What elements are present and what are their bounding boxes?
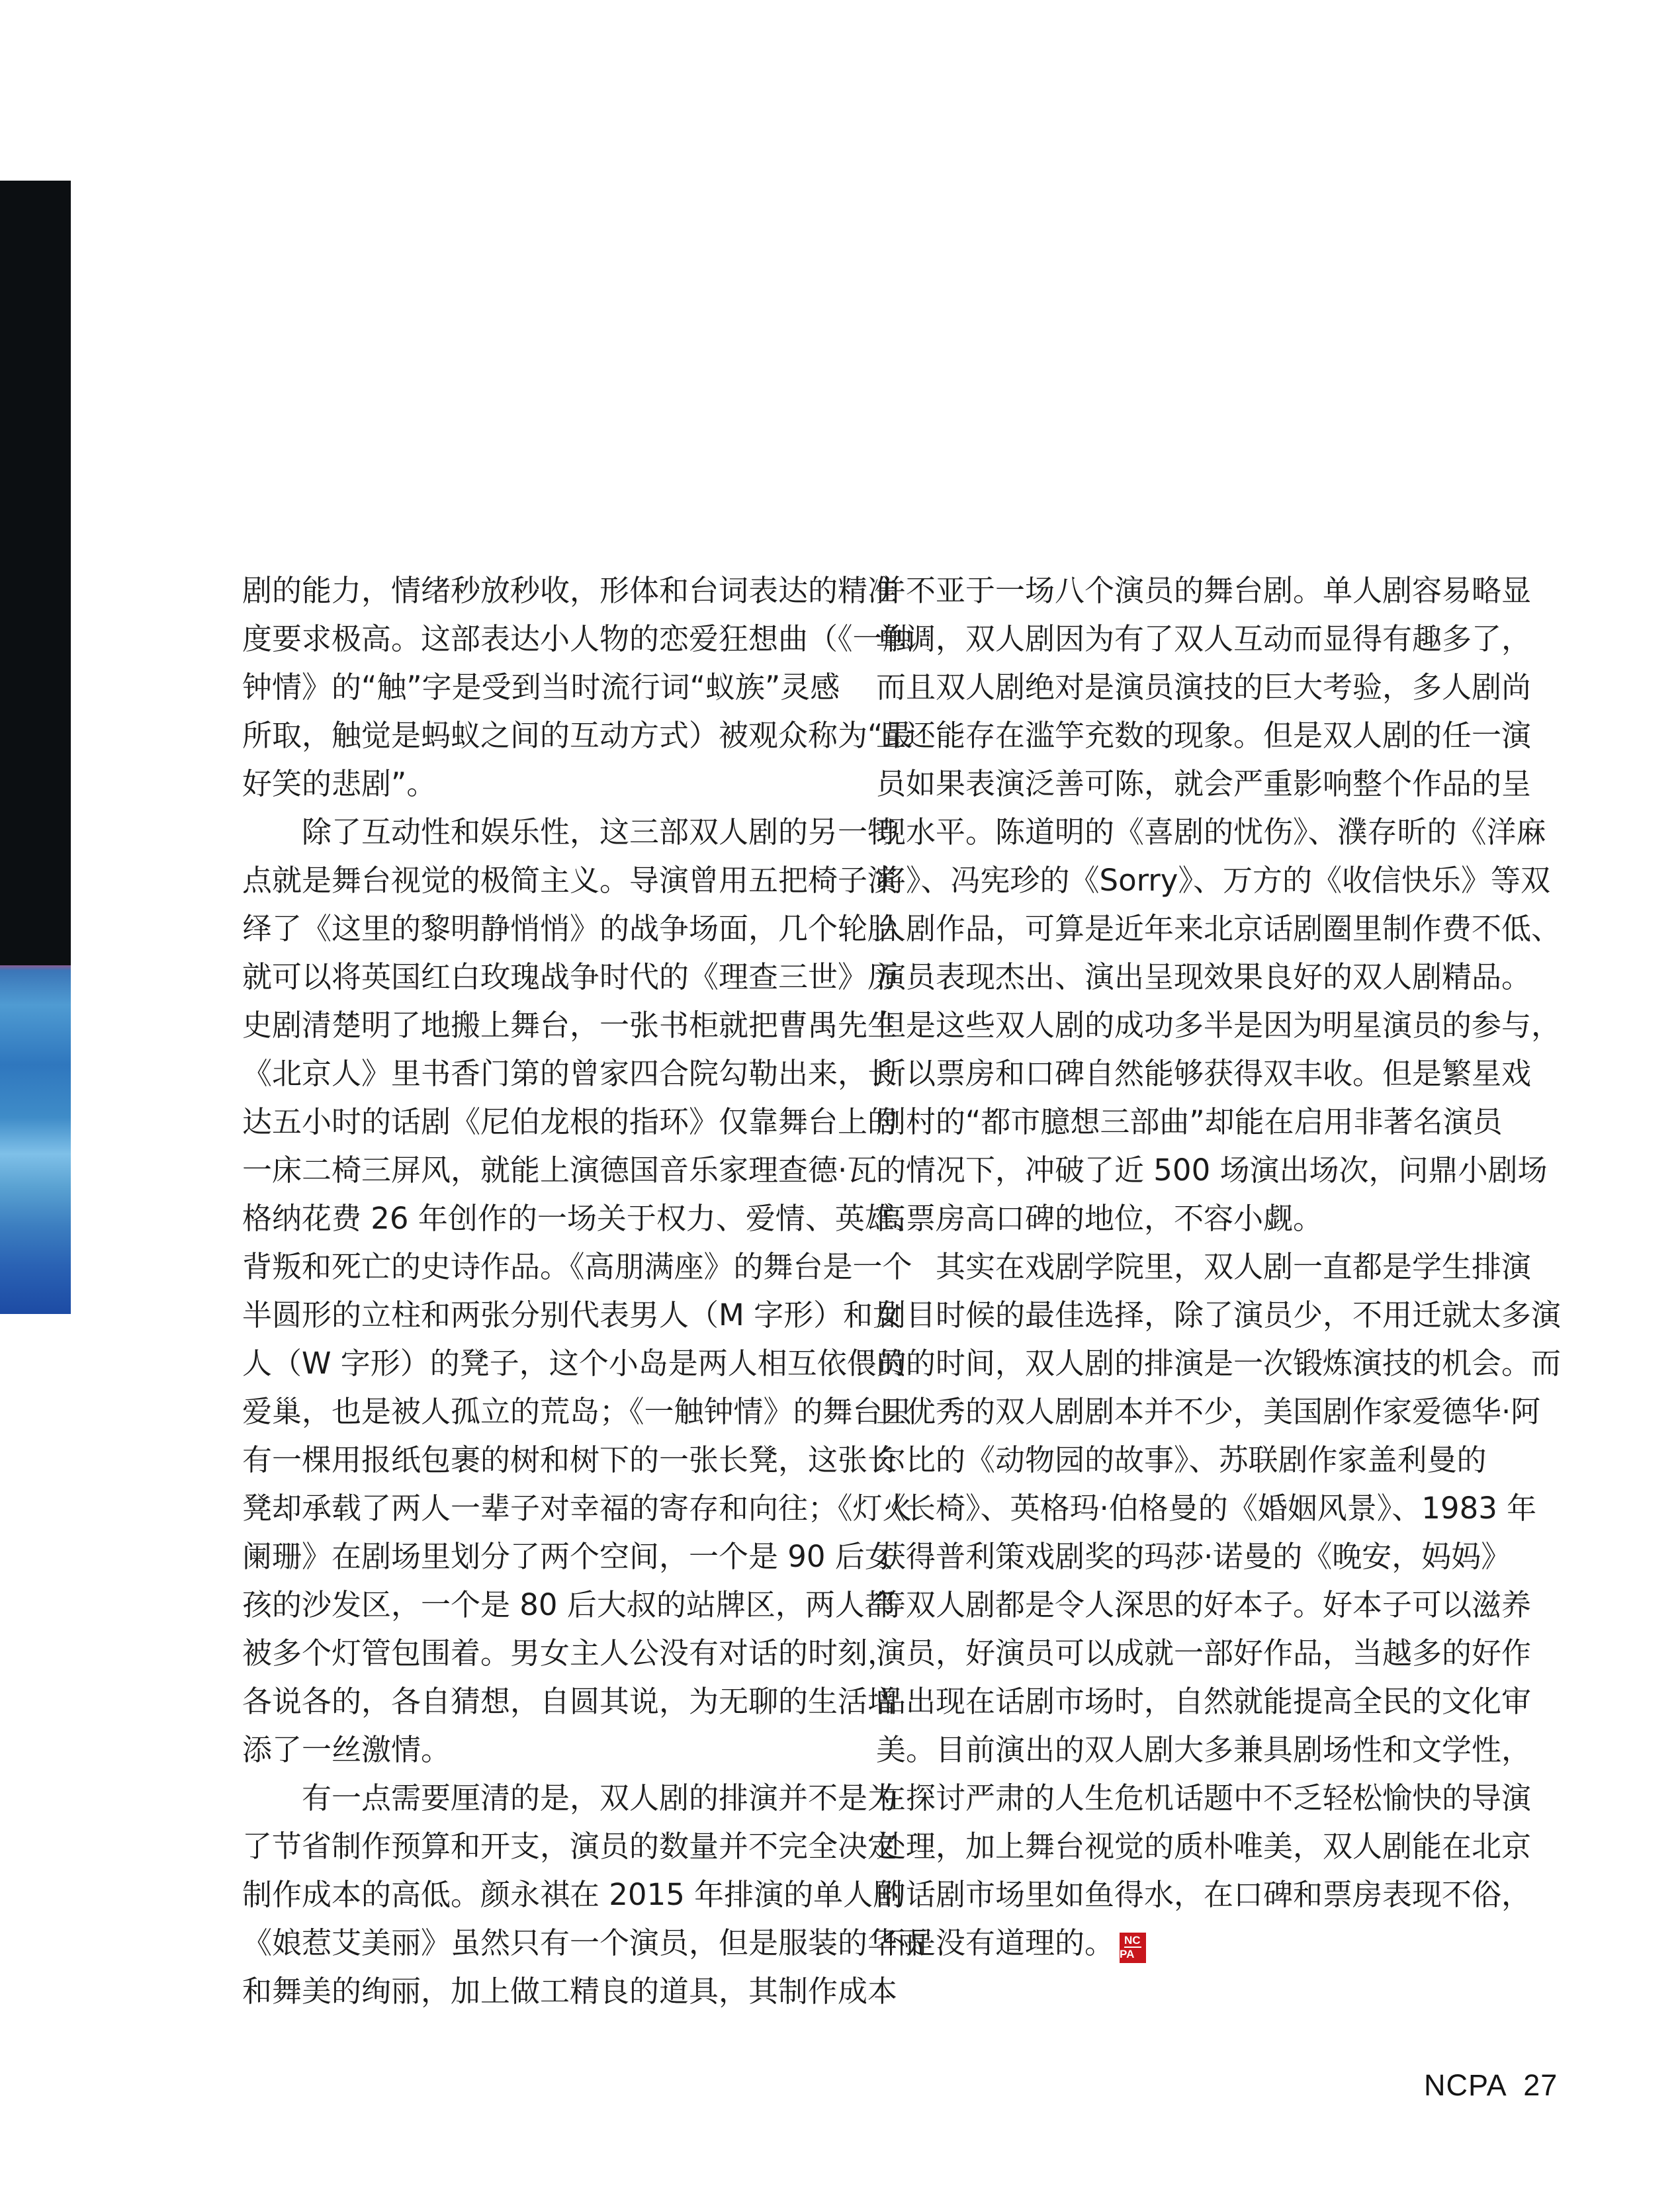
text-line: 格纳花费 26 年创作的一场关于权力、爱情、英雄、 (242, 1201, 924, 1236)
text-line: 一床二椅三屏风，就能上演德国音乐家理查德·瓦 (242, 1153, 877, 1188)
text-line: 而且双人剧绝对是演员演技的巨大考验，多人剧尚 (876, 670, 1532, 705)
text-line: 演员，好演员可以成就一部好作品，当越多的好作 (876, 1636, 1532, 1671)
text-line: 但是这些双人剧的成功多半是因为明星演员的参与， (876, 1008, 1562, 1043)
text-line: 有一棵用报纸包裹的树和树下的一张长凳，这张长 (242, 1442, 898, 1477)
text-line: 单调，双人剧因为有了双人互动而显得有趣多了， (876, 621, 1532, 656)
text-line: 的话剧市场里如鱼得水，在口碑和票房表现不俗， (876, 1877, 1532, 1912)
text-line: 各说各的，各自猜想，自圆其说，为无聊的生活增 (242, 1684, 898, 1719)
text-line: 剧目时候的最佳选择，除了演员少，不用迁就太多演 (876, 1297, 1562, 1333)
text-line: 所以票房和口碑自然能够获得双丰收。但是繁星戏 (876, 1056, 1532, 1091)
text-line: 有一点需要厘清的是，双人剧的排演并不是为 (242, 1780, 898, 1816)
text-line: 将》、冯宪珍的《Sorry》、万方的《收信快乐》等双 (876, 863, 1550, 898)
text-line: 品出现在话剧市场时，自然就能提高全民的文化审 (876, 1684, 1532, 1719)
ncpa-end-mark-icon: $\frac{NC}{PA}$ (1120, 1933, 1146, 1963)
page-footer: NCPA 27 (1424, 2068, 1558, 2102)
text-line: 所取，触觉是蚂蚁之间的互动方式）被观众称为“最 (242, 718, 913, 753)
text-line: 凳却承载了两人一辈子对幸福的寄存和向往；《灯火 (242, 1491, 912, 1526)
text-line: 《北京人》里书香门第的曾家四合院勾勒出来，长 (242, 1056, 898, 1091)
text-line: 且还能存在滥竽充数的现象。但是双人剧的任一演 (876, 718, 1532, 753)
text-line: 达五小时的话剧《尼伯龙根的指环》仅靠舞台上的 (242, 1104, 898, 1139)
text-line: 高票房高口碑的地位，不容小觑。 (876, 1201, 1323, 1236)
text-line: 等双人剧都是令人深思的好本子。好本子可以滋养 (876, 1587, 1532, 1622)
text-line: 不是没有道理的。 $\frac{NC}{PA}$ (876, 1919, 1472, 1967)
text-line: 剧的能力，情绪秒放秒收，形体和台词表达的精准 (242, 573, 898, 608)
text-line: 阑珊》在剧场里划分了两个空间，一个是 90 后女 (242, 1539, 895, 1574)
text-line: 剧村的“都市臆想三部曲”却能在启用非著名演员 (876, 1104, 1503, 1139)
text-line: 点就是舞台视觉的极简主义。导演曾用五把椅子演 (242, 863, 898, 898)
text-line: 制作成本的高低。颜永祺在 2015 年排演的单人剧 (242, 1877, 903, 1912)
text-line: 了节省制作预算和开支，演员的数量并不完全决定 (242, 1829, 898, 1864)
text-line: 的情况下，冲破了近 500 场演出场次，问鼎小剧场 (876, 1153, 1548, 1188)
text-line: 除了互动性和娱乐性，这三部双人剧的另一特 (242, 814, 898, 850)
text-line: 《娘惹艾美丽》虽然只有一个演员，但是服装的华丽 (242, 1925, 928, 1960)
page-edge-photo-ocean (0, 965, 71, 1314)
text-line: 度要求极高。这部表达小人物的恋爱狂想曲（《一触 (242, 621, 912, 656)
text-line: 其实在戏剧学院里，双人剧一直都是学生排演 (876, 1249, 1532, 1284)
text-line: 背叛和死亡的史诗作品。《高朋满座》的舞台是一个 (242, 1249, 912, 1284)
text-line: 人剧作品，可算是近年来北京话剧圈里制作费不低、 (876, 911, 1562, 946)
text-line: 演员表现杰出、演出呈现效果良好的双人剧精品。 (876, 959, 1532, 994)
text-line: 就可以将英国红白玫瑰战争时代的《理查三世》历 (242, 959, 898, 994)
text-line: 爱巢，也是被人孤立的荒岛；《一触钟情》的舞台只 (242, 1394, 912, 1429)
text-line: 处理，加上舞台视觉的质朴唯美，双人剧能在北京 (876, 1829, 1532, 1864)
text-line: 孩的沙发区，一个是 80 后大叔的站牌区，两人都 (242, 1587, 895, 1622)
text-line: 人（W 字形）的凳子，这个小岛是两人相互依偎的 (242, 1346, 906, 1381)
text-line: 《长椅》、英格玛·伯格曼的《婚姻风景》、1983 年 (876, 1491, 1537, 1526)
text-line: 和舞美的绚丽，加上做工精良的道具，其制作成本 (242, 1974, 898, 2009)
text-line: 钟情》的“触”字是受到当时流行词“蚁族”灵感 (242, 670, 840, 705)
text-line: 员的时间，双人剧的排演是一次锻炼演技的机会。而 (876, 1346, 1562, 1381)
text-line: 被多个灯管包围着。男女主人公没有对话的时刻， (242, 1636, 898, 1671)
text-line: 获得普利策戏剧奖的玛莎·诺曼的《晚安，妈妈》 (876, 1539, 1511, 1574)
text-line: 在探讨严肃的人生危机话题中不乏轻松愉快的导演 (876, 1780, 1532, 1816)
text-line: 并不亚于一场八个演员的舞台剧。单人剧容易略显 (876, 573, 1532, 608)
text-line: 好笑的悲剧”。 (242, 766, 437, 801)
text-line: 尔比的《动物园的故事》、苏联剧作家盖利曼的 (876, 1442, 1487, 1477)
text-line: 绎了《这里的黎明静悄悄》的战争场面，几个轮胎 (242, 911, 898, 946)
text-line: 半圆形的立柱和两张分别代表男人（M 字形）和女 (242, 1297, 903, 1333)
text-line: 添了一丝激情。 (242, 1732, 451, 1767)
article-column-right (876, 566, 1562, 1967)
text-line: 美。目前演出的双人剧大多兼具剧场性和文学性， (876, 1732, 1532, 1767)
article-column-left (242, 566, 928, 2015)
text-line: 且优秀的双人剧剧本并不少，美国剧作家爱德华·阿 (876, 1394, 1541, 1429)
text-line: 史剧清楚明了地搬上舞台，一张书柜就把曹禺先生 (242, 1008, 898, 1043)
text-line: 现水平。陈道明的《喜剧的忧伤》、濮存昕的《洋麻 (876, 814, 1546, 850)
text-line: 员如果表演泛善可陈，就会严重影响整个作品的呈 (876, 766, 1532, 801)
page-edge-photo-black (0, 181, 71, 965)
